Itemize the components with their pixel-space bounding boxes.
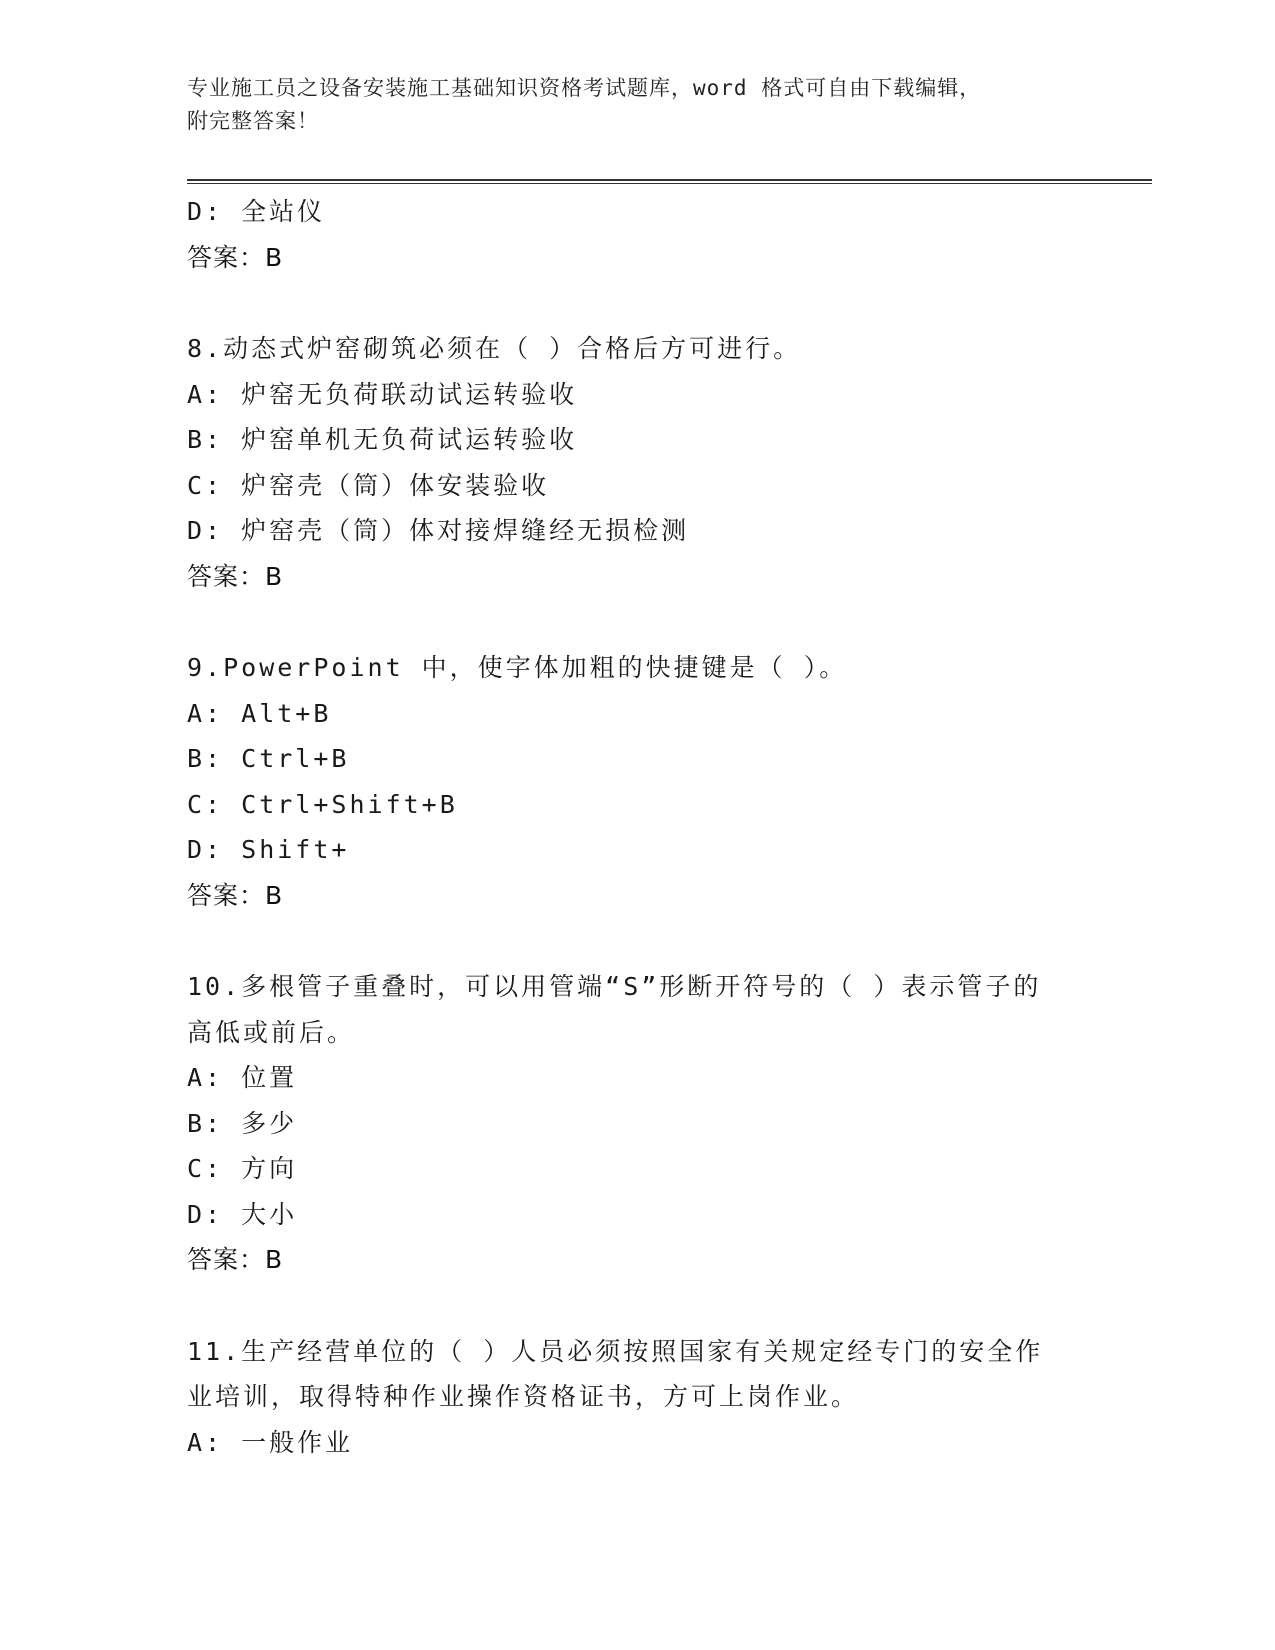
header-divider <box>187 179 1152 184</box>
question-8 <box>187 326 1087 599</box>
option-d: D: 全站仪 <box>187 197 326 226</box>
option-b: B: 炉窑单机无负荷试运转验收 <box>187 425 578 454</box>
option-a: A: Alt+B <box>187 698 332 728</box>
question-11 <box>187 1329 1087 1466</box>
option-a: A: 炉窑无负荷联动试运转验收 <box>187 379 578 409</box>
answer-line: 答案：B <box>187 242 284 272</box>
header-line-1: 专业施工员之设备安装施工基础知识资格考试题库，word 格式可自由下载编辑， <box>187 76 982 100</box>
question-stem-line-2: 高低或前后。 <box>187 1017 356 1047</box>
answer-line: 答案：B <box>187 561 284 591</box>
question-7-tail <box>187 189 1087 280</box>
question-9 <box>187 645 1087 918</box>
question-stem: 8.动态式炉窑砌筑必须在（ ）合格后方可进行。 <box>187 334 802 363</box>
answer-line: 答案：B <box>187 1245 284 1274</box>
answer-line: 答案：B <box>187 880 284 910</box>
question-stem-line-2: 业培训，取得特种作业操作资格证书，方可上岗作业。 <box>187 1382 860 1411</box>
option-b: B: 多少 <box>187 1108 298 1138</box>
option-c: C: 方向 <box>187 1154 298 1183</box>
option-c: C: Ctrl+Shift+B <box>187 789 458 819</box>
spacer <box>187 918 1087 964</box>
spacer <box>187 280 1087 326</box>
question-stem-line-1: 11.生产经营单位的（ ）人员必须按照国家有关规定经专门的安全作 <box>187 1336 1044 1366</box>
question-10 <box>187 964 1087 1283</box>
option-c: C: 炉窑壳（筒）体安装验收 <box>187 470 550 500</box>
question-stem-line-1: 10.多根管子重叠时，可以用管端“S”形断开符号的（ ）表示管子的 <box>187 972 1042 1001</box>
option-b: B: Ctrl+B <box>187 744 350 773</box>
question-stem: 9.PowerPoint 中，使字体加粗的快捷键是（ ）。 <box>187 653 848 682</box>
spacer <box>187 1283 1087 1329</box>
header-line-2: 附完整答案！ <box>187 109 319 133</box>
spacer <box>187 599 1087 645</box>
option-a: A: 位置 <box>187 1063 298 1092</box>
option-d: D: Shift+ <box>187 835 350 864</box>
option-a: A: 一般作业 <box>187 1427 354 1457</box>
option-d: D: 炉窑壳（筒）体对接焊缝经无损检测 <box>187 516 690 545</box>
document-header <box>187 72 1067 138</box>
question-list <box>187 189 1087 1465</box>
option-d: D: 大小 <box>187 1199 298 1229</box>
